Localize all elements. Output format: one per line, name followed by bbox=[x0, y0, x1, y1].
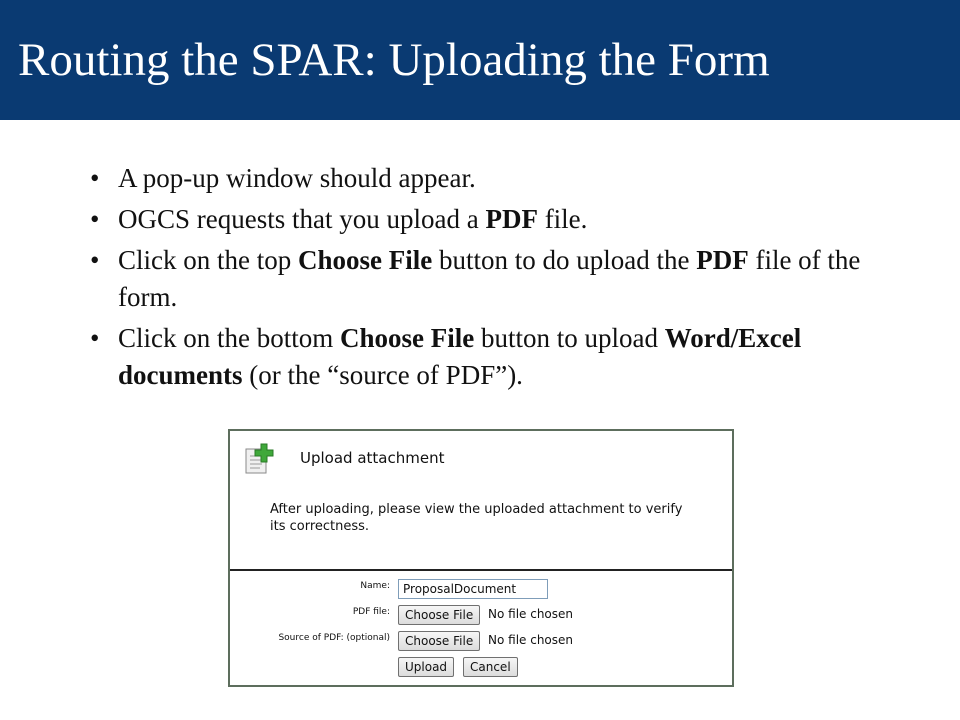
upload-attachment-dialog bbox=[228, 429, 734, 687]
bullet-text: Click on the top bbox=[118, 245, 298, 275]
bullet-emphasis: PDF bbox=[696, 245, 749, 275]
bullet-emphasis: PDF bbox=[485, 204, 538, 234]
bullet-emphasis: Word/Excel documents bbox=[118, 323, 802, 390]
bullet-item bbox=[90, 160, 910, 197]
bullet-marker: • bbox=[90, 204, 100, 234]
bullet-text: Click on the bottom bbox=[118, 323, 340, 353]
action-row bbox=[230, 657, 732, 681]
bullet-text: OGCS requests that you upload a bbox=[118, 204, 486, 234]
cancel-button[interactable]: Cancel bbox=[463, 657, 518, 677]
bullet-emphasis: Choose File bbox=[297, 245, 433, 275]
slide-title: Routing the SPAR: Uploading the Form bbox=[18, 34, 770, 86]
source-file-label: Source of PDF: (optional) bbox=[278, 633, 390, 643]
bullet-text: file. bbox=[537, 204, 588, 234]
upload-button[interactable]: Upload bbox=[398, 657, 454, 677]
bullet-marker: • bbox=[90, 245, 100, 275]
bullet-item bbox=[90, 242, 910, 316]
bullet-item bbox=[90, 320, 910, 394]
add-attachment-icon bbox=[244, 443, 274, 475]
dialog-title: Upload attachment bbox=[300, 449, 445, 467]
source-file-status: No file chosen bbox=[488, 633, 574, 647]
name-label: Name: bbox=[360, 581, 390, 591]
bullet-emphasis: Choose File bbox=[340, 323, 475, 353]
source-file-row bbox=[230, 631, 732, 655]
bullet-item bbox=[90, 201, 910, 238]
bullet-text: A pop-up window should appear. bbox=[118, 163, 476, 193]
dialog-divider bbox=[230, 569, 732, 571]
bullet-text: button to upload bbox=[474, 323, 665, 353]
pdf-choose-file-button[interactable]: Choose File bbox=[398, 605, 480, 625]
pdf-file-status: No file chosen bbox=[488, 607, 574, 621]
bullet-text: button to do upload the bbox=[432, 245, 697, 275]
name-input[interactable] bbox=[398, 579, 548, 599]
pdf-file-label: PDF file: bbox=[352, 607, 390, 617]
source-choose-file-button[interactable]: Choose File bbox=[398, 631, 480, 651]
bullet-text: (or the “source of PDF”). bbox=[242, 360, 523, 390]
bullet-marker: • bbox=[90, 323, 100, 353]
bullet-list bbox=[90, 160, 910, 398]
dialog-message: After uploading, please view the uploaded attachment to verify its correctness. bbox=[270, 502, 683, 534]
dialog-header bbox=[230, 431, 732, 569]
bullet-text: file of the form. bbox=[118, 245, 861, 312]
pdf-file-row bbox=[230, 605, 732, 629]
title-bar bbox=[0, 0, 960, 120]
name-row bbox=[230, 579, 732, 603]
bullet-marker: • bbox=[90, 163, 100, 193]
